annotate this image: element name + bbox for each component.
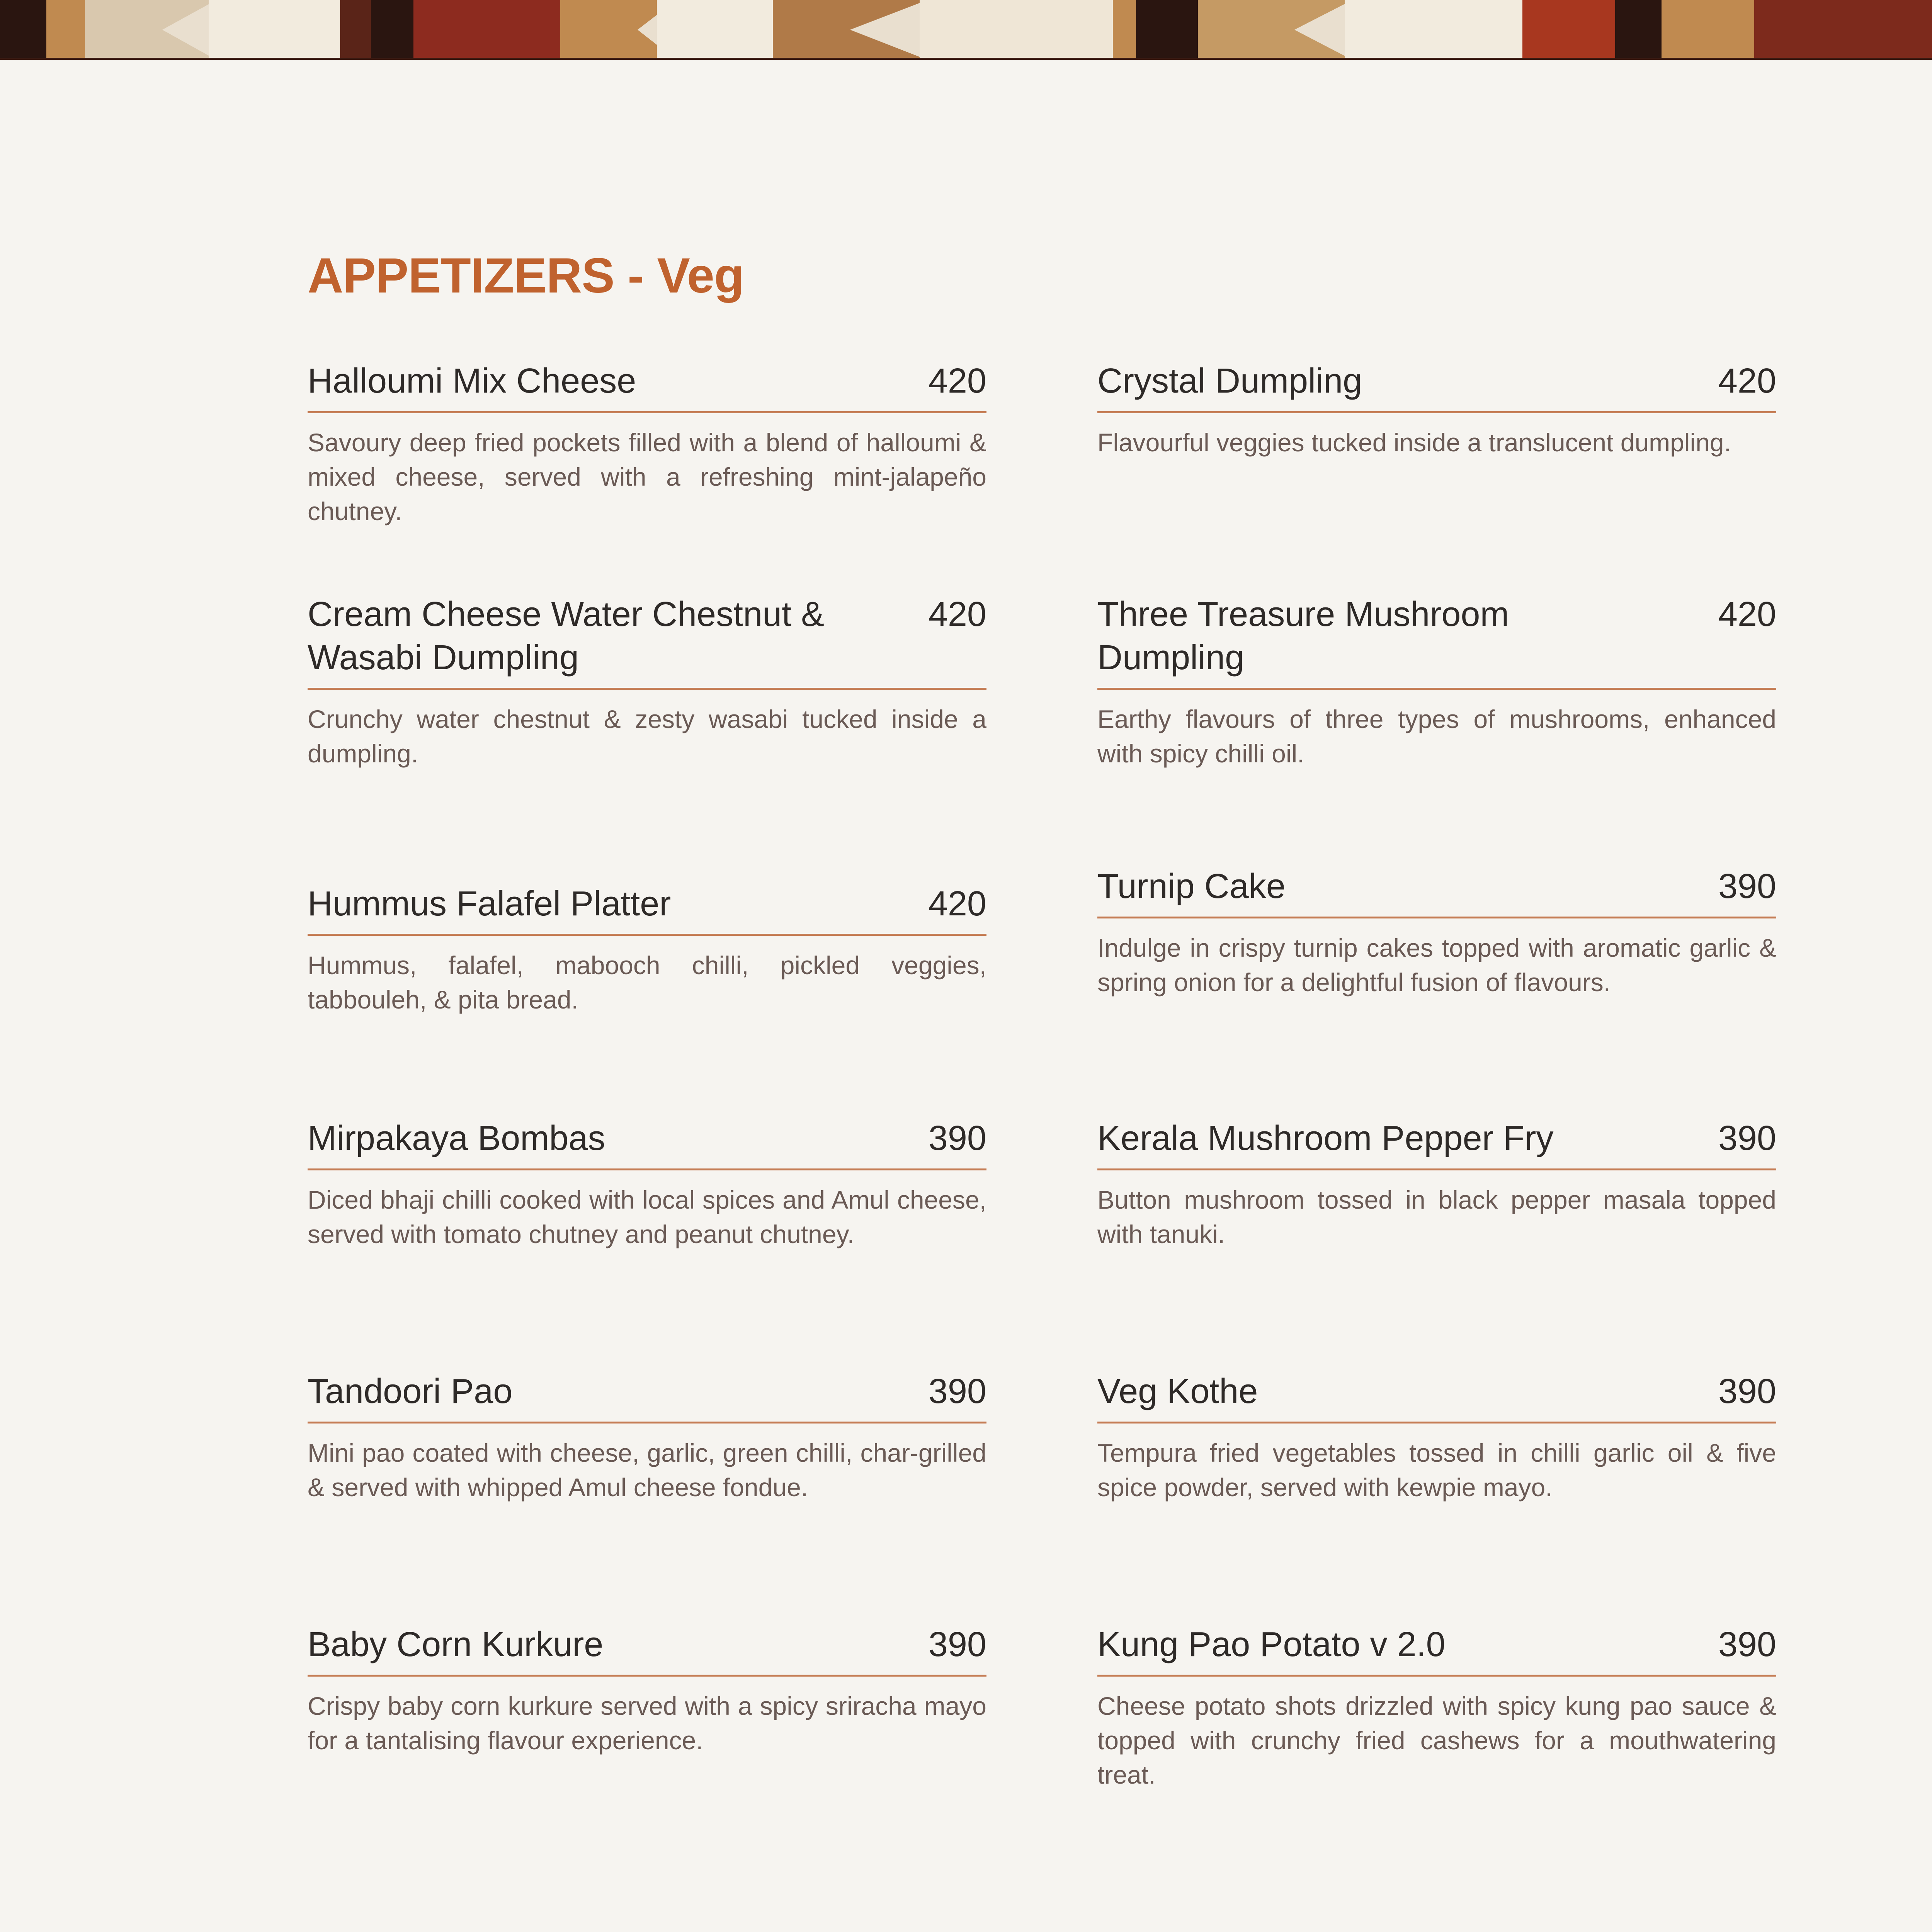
menu-item-name: Turnip Cake (1097, 867, 1286, 906)
menu-item-price: 420 (928, 595, 986, 634)
menu-item (308, 359, 986, 529)
menu-item-description: Crispy baby corn kurkure served with a spicy sriracha mayo for a tantalising flavour experience. (308, 1692, 986, 1755)
menu-item-price: 420 (928, 362, 986, 400)
menu-item-name: Halloumi Mix Cheese (308, 362, 636, 400)
menu-item-description: Hummus, falafel, mabooch chilli, pickled veggies, tabbouleh, & pita bread. (308, 951, 986, 1014)
menu-item-description: Crunchy water chestnut & zesty wasabi tucked inside a dumpling. (308, 705, 986, 768)
menu-item-description: Earthy flavours of three types of mushrooms, enhanced with spicy chilli oil. (1097, 705, 1776, 768)
menu-item-name: Veg Kothe (1097, 1372, 1258, 1411)
menu-item-header (1097, 593, 1776, 690)
menu-item-price: 390 (1718, 1119, 1776, 1158)
menu-item-price: 420 (1718, 362, 1776, 400)
menu-item (1097, 1623, 1776, 1792)
menu-item-description: Button mushroom tossed in black pepper masala topped with tanuki. (1097, 1185, 1776, 1248)
menu-item-description: Indulge in crispy turnip cakes topped with aromatic garlic & spring onion for a delightful fusion of flavours. (1097, 934, 1776, 997)
menu-item-name: Three Treasure Mushroom Dumpling (1097, 595, 1509, 677)
menu-item (308, 1117, 986, 1252)
menu-item-name: Kerala Mushroom Pepper Fry (1097, 1119, 1554, 1158)
menu-item-header (308, 1370, 986, 1423)
menu-item (308, 882, 986, 1017)
menu-item-description: Flavourful veggies tucked inside a translucent dumpling. (1097, 428, 1731, 457)
menu-item-header (1097, 1117, 1776, 1170)
menu-item (308, 1370, 986, 1505)
menu-item-header (1097, 865, 1776, 918)
menu-item (1097, 1117, 1776, 1252)
menu-item-header (308, 1117, 986, 1170)
menu-item-price: 390 (928, 1625, 986, 1664)
menu-item (1097, 1370, 1776, 1505)
menu-item-price: 390 (1718, 1625, 1776, 1664)
menu-item-price: 390 (1718, 867, 1776, 906)
menu-item-description: Diced bhaji chilli cooked with local spices and Amul cheese, served with tomato chutney and peanut chutney. (308, 1185, 986, 1248)
menu-item-name: Crystal Dumpling (1097, 362, 1362, 400)
menu-item-header (1097, 359, 1776, 413)
menu-item-description: Tempura fried vegetables tossed in chilli garlic oil & five spice powder, served with kewpie mayo. (1097, 1439, 1776, 1502)
decorative-border-top (0, 0, 1932, 60)
menu-item-header (1097, 1623, 1776, 1677)
menu-item-name: Mirpakaya Bombas (308, 1119, 605, 1158)
menu-item (1097, 593, 1776, 771)
menu-item-description: Mini pao coated with cheese, garlic, green chilli, char-grilled & served with whipped Amul cheese fondue. (308, 1439, 986, 1502)
menu-item-name: Tandoori Pao (308, 1372, 513, 1411)
menu-item (1097, 865, 1776, 1000)
menu-item-header (308, 1623, 986, 1677)
menu-item (308, 1623, 986, 1758)
menu-item-header (308, 359, 986, 413)
menu-item-price: 390 (1718, 1372, 1776, 1411)
menu-item-name: Hummus Falafel Platter (308, 884, 671, 923)
menu-item-description: Savoury deep fried pockets filled with a blend of halloumi & mixed cheese, served with a refreshing mint-jalapeño chutney. (308, 428, 986, 526)
menu-item (308, 593, 986, 771)
menu-item-header (308, 593, 986, 690)
menu-item-price: 390 (928, 1372, 986, 1411)
menu-item-name: Baby Corn Kurkure (308, 1625, 604, 1664)
menu-item-header (308, 882, 986, 936)
menu-item-name: Cream Cheese Water Chestnut & Wasabi Dumpling (308, 595, 825, 677)
menu-item-description: Cheese potato shots drizzled with spicy kung pao sauce & topped with crunchy fried cashews for a mouthwatering treat. (1097, 1692, 1776, 1789)
menu-item-name: Kung Pao Potato v 2.0 (1097, 1625, 1446, 1664)
menu-item-price: 390 (928, 1119, 986, 1158)
menu-item-price: 420 (1718, 595, 1776, 634)
menu-item (1097, 359, 1776, 460)
menu-item-price: 420 (928, 884, 986, 923)
section-title: APPETIZERS - Veg (308, 248, 744, 303)
menu-item-header (1097, 1370, 1776, 1423)
